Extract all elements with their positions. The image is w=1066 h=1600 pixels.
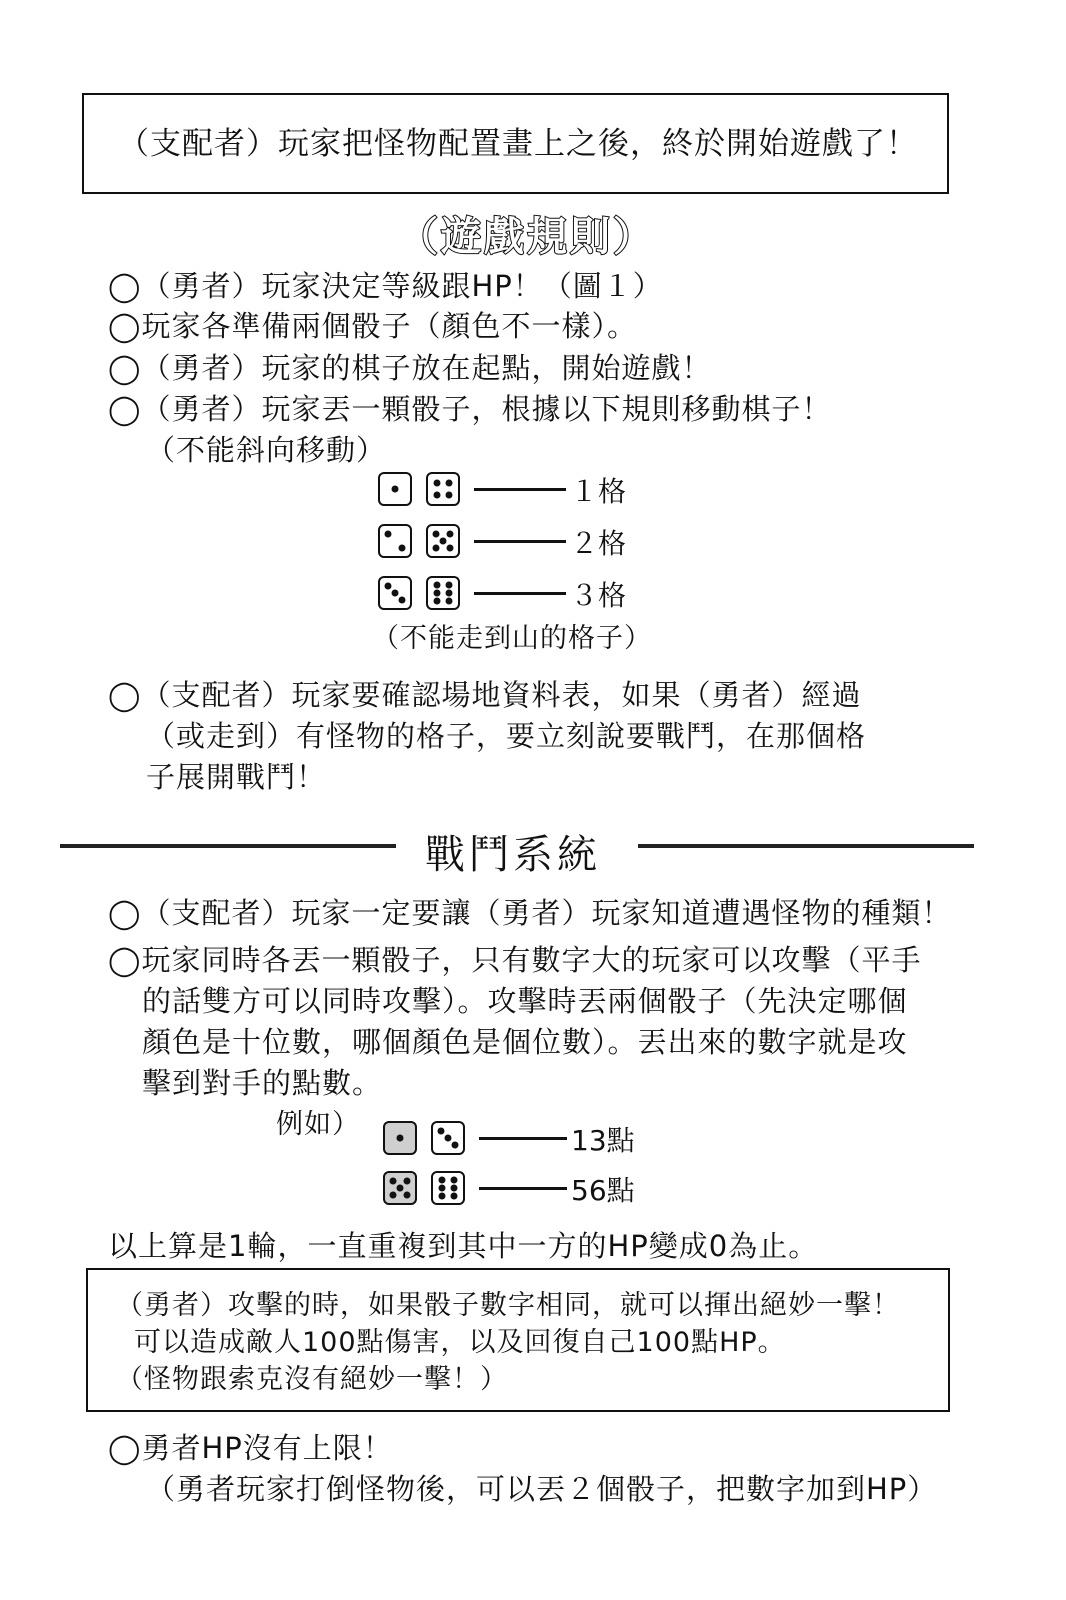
die-face-5-icon	[426, 524, 460, 558]
die-face-2-icon	[378, 524, 412, 558]
die-pip	[451, 1176, 458, 1183]
example-row-label: 13點	[571, 1124, 635, 1157]
die-pip	[390, 1191, 397, 1198]
round-rule: 以上算是1輪，一直重複到其中一方的HP變成0為止。	[108, 1229, 819, 1263]
die-pip	[446, 581, 453, 588]
example-row-dash	[479, 1137, 567, 1140]
battle-item-attack-1: ◯玩家同時各丟一顆骰子，只有數字大的玩家可以攻擊（平手	[108, 943, 922, 977]
die-face-6-icon	[431, 1171, 465, 1205]
intro-text: （支配者）玩家把怪物配置畫上之後，終於開始遊戲了！	[118, 126, 918, 162]
die-pip	[434, 590, 441, 597]
die-pip	[433, 544, 440, 551]
die-pip	[445, 1135, 452, 1142]
die-face-6-icon	[426, 576, 460, 610]
critical-line-2: 可以造成敵人100點傷害，以及回復自己100點HP。	[134, 1327, 786, 1358]
die-pip	[439, 1185, 446, 1192]
die-pip	[446, 531, 453, 538]
critical-line-3: （怪物跟索克沒有絕妙一擊！）	[116, 1364, 508, 1395]
rule-item-level-hp: ◯（勇者）玩家決定等級跟HP！（圖１）	[108, 269, 663, 303]
die-pip	[384, 582, 391, 589]
example-label: 例如）	[276, 1109, 360, 1140]
die-pip	[397, 1135, 404, 1142]
die-pip	[434, 598, 441, 605]
hp-rule-2: （勇者玩家打倒怪物後，可以丟２個骰子，把數字加到HP）	[146, 1472, 938, 1506]
die-pip	[440, 538, 447, 545]
example-row-label: 56點	[571, 1174, 635, 1207]
rule-item-battle-trigger-3: 子展開戰鬥！	[146, 760, 327, 794]
die-pip	[446, 544, 453, 551]
die-face-1-icon	[378, 472, 412, 506]
move-row-dash	[474, 592, 566, 595]
die-pip	[452, 1142, 459, 1149]
move-row-dash	[474, 540, 566, 543]
section-divider-left	[60, 844, 396, 848]
die-pip	[397, 1185, 404, 1192]
die-pip	[392, 486, 399, 493]
die-pip	[434, 492, 441, 499]
die-face-1-icon	[383, 1121, 417, 1155]
die-pip	[403, 1178, 410, 1185]
battle-item-attack-2: 的話雙方可以同時攻擊）。攻擊時丟兩個骰子（先決定哪個	[142, 984, 908, 1018]
die-face-5-icon	[383, 1171, 417, 1205]
move-row-label: ３格	[570, 579, 627, 612]
die-pip	[446, 492, 453, 499]
rule-item-dice: ◯玩家各準備兩個骰子（顏色不一樣）。	[108, 309, 637, 343]
die-pip	[385, 531, 392, 538]
die-pip	[398, 544, 405, 551]
rule-item-battle-trigger-2: （或走到）有怪物的格子，要立刻說要戰鬥，在那個格	[146, 719, 867, 753]
rule-item-battle-trigger-1: ◯（支配者）玩家要確認場地資料表，如果（勇者）經過	[108, 678, 862, 712]
die-pip	[434, 581, 441, 588]
die-pip	[439, 1176, 446, 1183]
hp-rule-1: ◯勇者HP沒有上限！	[108, 1431, 393, 1465]
move-row-dash	[474, 488, 566, 491]
move-note: （不能走到山的格子）	[372, 623, 652, 654]
rule-item-move: ◯（勇者）玩家丟一顆骰子，根據以下規則移動棋子！	[108, 392, 832, 426]
example-row-dash	[479, 1187, 567, 1190]
die-pip	[403, 1191, 410, 1198]
die-pip	[434, 480, 441, 487]
rule-item-start: ◯（勇者）玩家的棋子放在起點，開始遊戲！	[108, 351, 712, 385]
battle-item-attack-4: 擊到對手的點數。	[142, 1066, 383, 1100]
die-pip	[437, 1127, 444, 1134]
die-pip	[446, 598, 453, 605]
section-divider-right	[638, 844, 974, 848]
die-pip	[392, 590, 399, 597]
die-pip	[446, 590, 453, 597]
battle-section-title: 戰鬥系統	[425, 832, 601, 878]
die-pip	[399, 597, 406, 604]
move-row-label: １格	[570, 475, 627, 508]
die-pip	[451, 1185, 458, 1192]
die-pip	[390, 1178, 397, 1185]
critical-line-1: （勇者）攻擊的時，如果骰子數字相同，就可以揮出絕妙一擊！	[116, 1290, 900, 1321]
rule-item-move-note: （不能斜向移動）	[146, 433, 387, 467]
die-face-4-icon	[426, 472, 460, 506]
battle-item-monster-type: ◯（支配者）玩家一定要讓（勇者）玩家知道遭遇怪物的種類！	[108, 896, 952, 930]
die-pip	[439, 1193, 446, 1200]
die-pip	[451, 1193, 458, 1200]
die-face-3-icon	[431, 1121, 465, 1155]
rules-title: （遊戲規則）	[398, 214, 656, 260]
move-row-label: ２格	[570, 527, 627, 560]
die-pip	[446, 480, 453, 487]
battle-item-attack-3: 顏色是十位數，哪個顏色是個位數）。丟出來的數字就是攻	[142, 1025, 908, 1059]
die-pip	[433, 531, 440, 538]
die-face-3-icon	[378, 576, 412, 610]
